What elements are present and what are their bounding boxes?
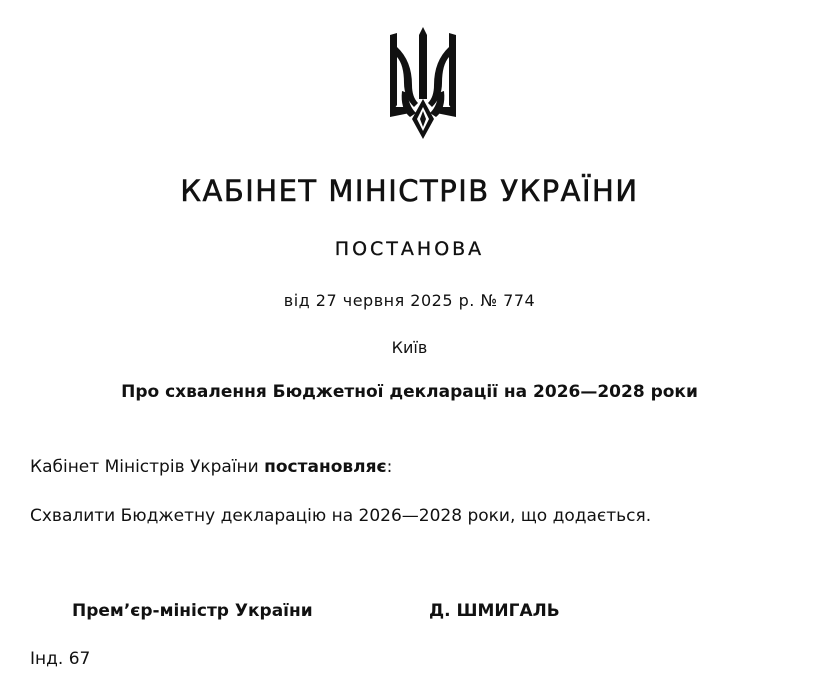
signer-title: Прем’єр-міністр України	[72, 601, 313, 621]
city: Київ	[391, 338, 428, 357]
document-type: ПОСТАНОВА	[334, 238, 485, 260]
intro-colon: :	[386, 457, 393, 477]
intro-paragraph	[30, 457, 392, 477]
document-subject: Про схвалення Бюджетної декларації на 2026—2028 роки	[121, 382, 698, 402]
coat-of-arms-trident-icon	[388, 27, 458, 139]
intro-text: Кабінет Міністрів України	[30, 457, 265, 477]
resolution-paragraph: Схвалити Бюджетну декларацію на 2026—2028 роки, що додається.	[30, 506, 652, 526]
document-index: Інд. 67	[30, 649, 91, 669]
page-title: КАБІНЕТ МІНІСТРІВ УКРАЇНИ	[180, 174, 639, 208]
signer-name: Д. ШМИГАЛЬ	[429, 601, 560, 621]
intro-bold-verb: постановляє	[264, 457, 387, 477]
date-and-number: від 27 червня 2025 р. № 774	[283, 291, 536, 310]
